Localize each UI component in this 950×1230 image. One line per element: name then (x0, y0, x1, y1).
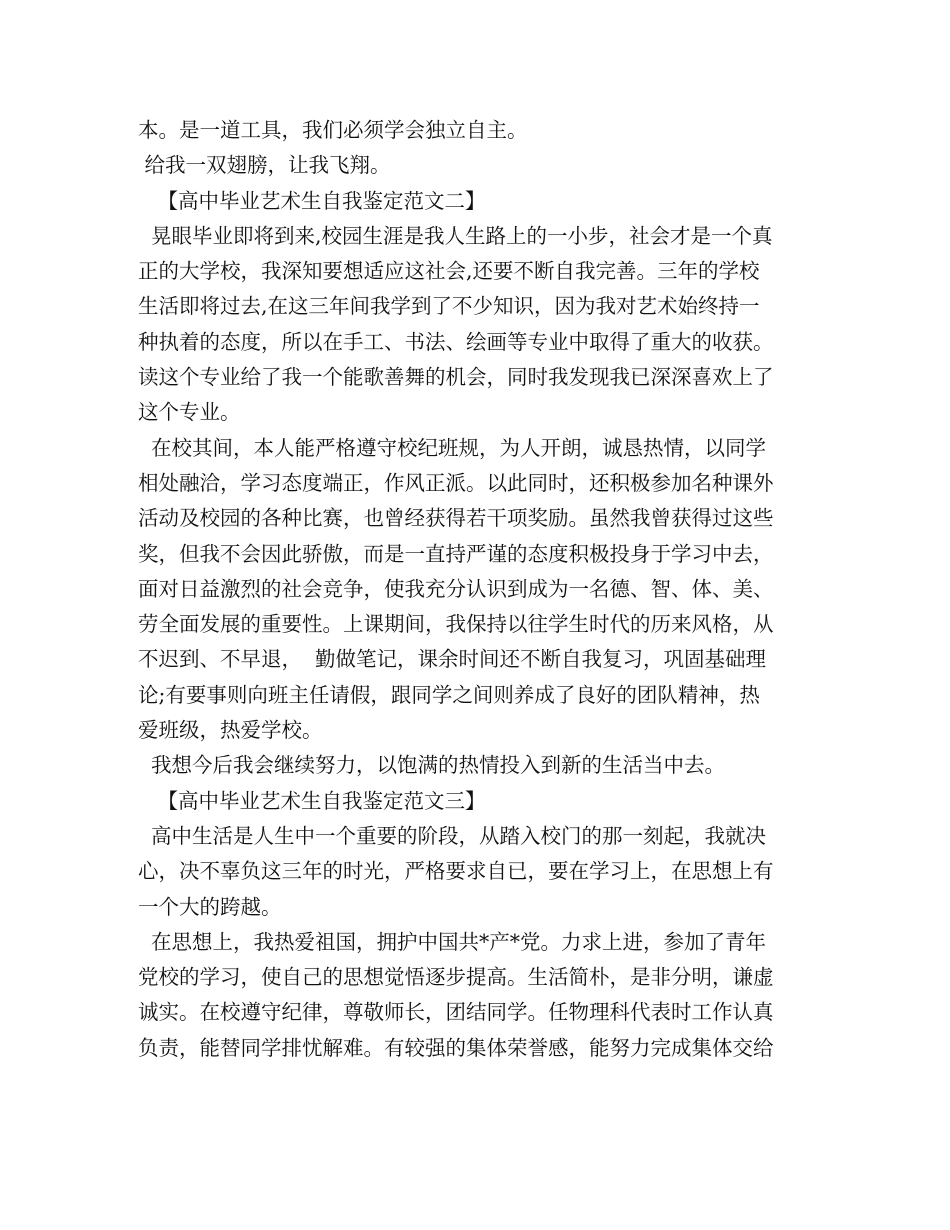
text-line: 晃眼毕业即将到来,校园生涯是我人生路上的一小步，社会才是一个真 (138, 223, 773, 248)
text-line: 读这个专业给了我一个能歌善舞的机会，同时我发现我已深深喜欢上了 (138, 365, 774, 390)
text-line: 论;有要事则向班主任请假，跟同学之间则养成了良好的团队精神，热 (138, 682, 760, 707)
text-line: 心，决不辜负这三年的时光，严格要求自已，要在学习上，在思想上有 (138, 859, 774, 884)
text-line: 负责，能替同学排忧解难。有较强的集体荣誉感，能努力完成集体交给 (138, 1035, 774, 1060)
text-line: 活动及校园的各种比赛，也曾经获得若干项奖励。虽然我曾获得过这些 (138, 506, 774, 531)
text-line: 奖，但我不会因此骄傲，而是一直持严谨的态度积极投身于学习中去， (138, 541, 774, 566)
text-line: 生活即将过去,在这三年间我学到了不少知识，因为我对艺术始终持一 (138, 294, 760, 319)
text-line: 一个大的跨越。 (138, 894, 282, 919)
text-line: 不迟到、不早退， 勤做笔记，课余时间还不断自我复习，巩固基础理 (138, 647, 767, 672)
text-line: 相处融洽，学习态度端正，作风正派。以此同时，还积极参加名种课外 (138, 470, 774, 495)
section-heading: 【高中毕业艺术生自我鉴定范文二】 (138, 188, 486, 213)
text-line: 面对日益激烈的社会竞争，使我充分认识到成为一名德、智、体、美、 (138, 576, 774, 601)
text-line: 我想今后我会继续努力，以饱满的热情投入到新的生活当中去。 (138, 753, 726, 778)
text-line: 在思想上，我热爱祖国，拥护中国共*产*党。力求上进，参加了青年 (138, 929, 767, 954)
text-line: 本。是一道工具，我们必须学会独立自主。 (138, 118, 528, 142)
document-body (138, 113, 814, 1066)
text-line: 爱班级，热爱学校。 (138, 718, 323, 743)
text-line: 正的大学校，我深知要想适应这社会,还要不断自我完善。三年的学校 (138, 259, 760, 284)
text-line: 种执着的态度，所以在手工、书法、绘画等专业中取得了重大的收获。 (138, 329, 774, 354)
text-line: 这个专业。 (138, 400, 241, 425)
text-line: 高中生活是人生中一个重要的阶段，从踏入校门的那一刻起，我就决 (138, 823, 767, 848)
text-line: 诚实。在校遵守纪律，尊敬师长，团结同学。任物理科代表时工作认真 (138, 1000, 774, 1025)
text-line: 在校其间，本人能严格遵守校纪班规，为人开朗，诚恳热情，以同学 (138, 435, 767, 460)
section-heading: 【高中毕业艺术生自我鉴定范文三】 (138, 788, 486, 813)
text-line: 劳全面发展的重要性。上课期间，我保持以往学生时代的历来风格，从 (138, 612, 774, 637)
text-line: 党校的学习，使自己的思想觉悟逐步提高。生活简朴，是非分明，谦虚 (138, 965, 774, 990)
text-line: 给我一双翅膀，让我飞翔。 (138, 153, 391, 178)
